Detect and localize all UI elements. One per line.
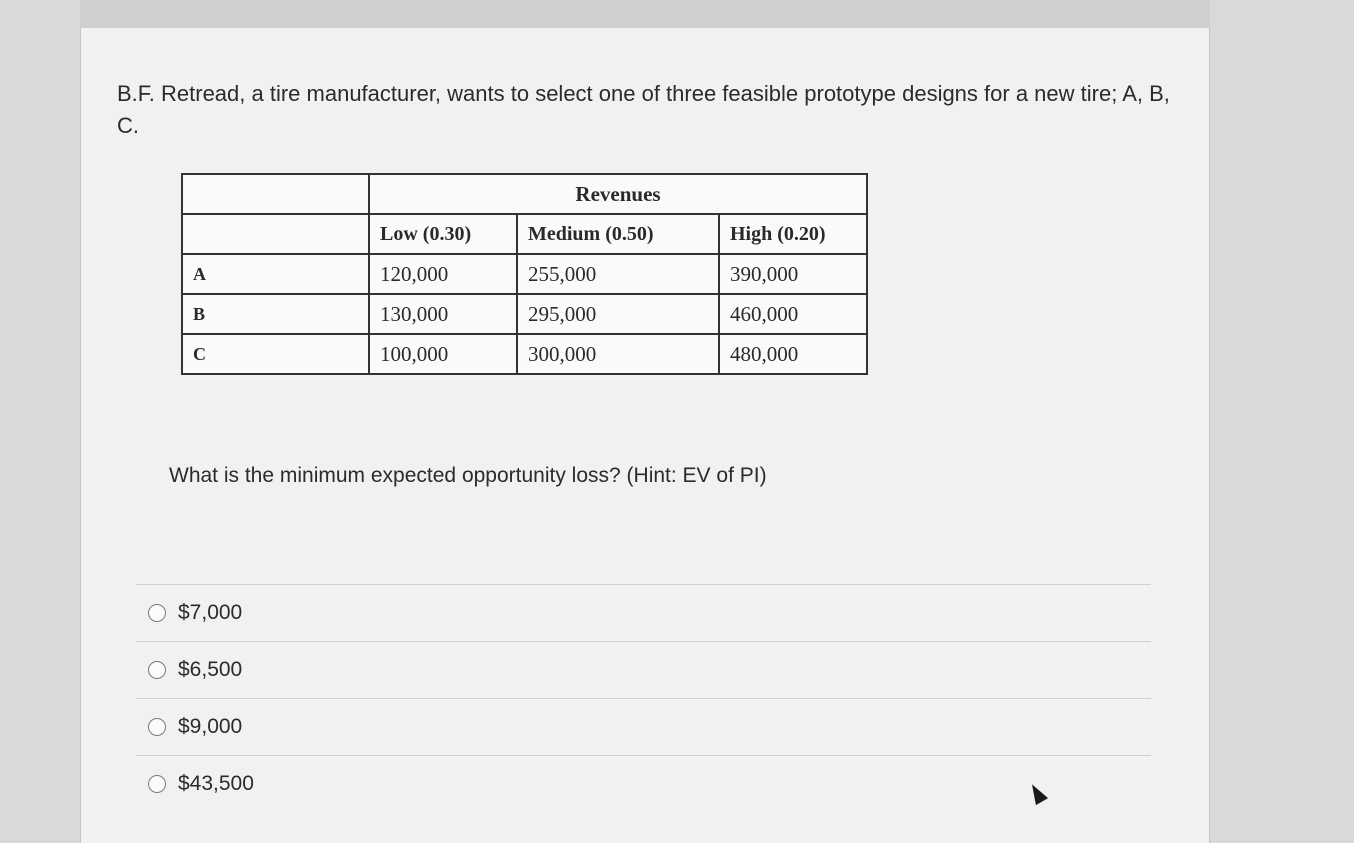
option-label: $7,000 — [178, 601, 243, 624]
table-cell: 130,000 — [369, 294, 517, 334]
answer-option-2[interactable] — [136, 641, 1151, 698]
table-column-header-row — [182, 214, 867, 254]
option-label: $6,500 — [178, 658, 243, 681]
column-header-high: High (0.20) — [719, 214, 867, 254]
table-cell: 390,000 — [719, 254, 867, 294]
revenues-header: Revenues — [369, 174, 867, 214]
question-text: What is the minimum expected opportunity loss? (Hint: EV of PI) — [169, 464, 767, 487]
answer-option-1[interactable] — [136, 584, 1151, 641]
table-row — [182, 294, 867, 334]
table-corner-cell — [182, 174, 369, 214]
table-row — [182, 254, 867, 294]
column-header-low: Low (0.30) — [369, 214, 517, 254]
answer-option-4[interactable] — [136, 755, 1151, 812]
row-label: A — [182, 254, 369, 294]
table-cell: 460,000 — [719, 294, 867, 334]
question-card — [80, 28, 1210, 843]
row-label: C — [182, 334, 369, 374]
table-cell: 255,000 — [517, 254, 719, 294]
radio-button[interactable] — [148, 661, 166, 679]
top-strip — [80, 0, 1210, 29]
table-empty-header-cell — [182, 214, 369, 254]
question-prompt: B.F. Retread, a tire manufacturer, wants to select one of three feasible prototype designs for a new tire; A, B, C. — [117, 81, 1170, 138]
revenue-table — [181, 173, 868, 375]
table-cell: 480,000 — [719, 334, 867, 374]
table-group-header-row — [182, 174, 867, 214]
answer-option-3[interactable] — [136, 698, 1151, 755]
radio-button[interactable] — [148, 775, 166, 793]
table-cell: 100,000 — [369, 334, 517, 374]
radio-button[interactable] — [148, 718, 166, 736]
radio-button[interactable] — [148, 604, 166, 622]
table-cell: 295,000 — [517, 294, 719, 334]
answer-options — [136, 584, 1151, 812]
table-cell: 120,000 — [369, 254, 517, 294]
column-header-medium: Medium (0.50) — [517, 214, 719, 254]
table-cell: 300,000 — [517, 334, 719, 374]
option-label: $43,500 — [178, 772, 254, 795]
row-label: B — [182, 294, 369, 334]
option-label: $9,000 — [178, 715, 243, 738]
table-row — [182, 334, 867, 374]
